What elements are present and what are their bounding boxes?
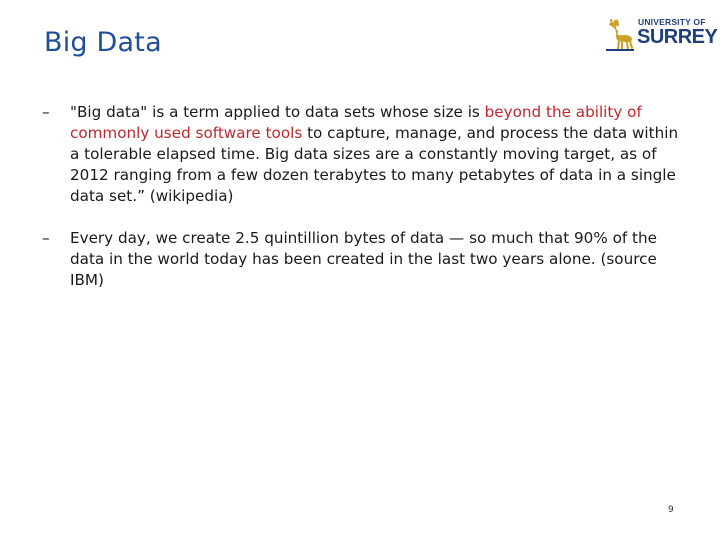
university-of-surrey-logo — [603, 14, 718, 54]
bullet-text-continued: to capture, manage, and process the data within a tolerable elapsed time. Big data sizes are a constantly moving target, as of 2012 ranging from a few dozen terabytes to many petabytes of data in a single data set.” (wikipedia) — [70, 124, 679, 205]
bullet-dash: – — [42, 103, 50, 121]
bullet-text: Every day, we create 2.5 quintillion bytes of data — so much that 90% of the data in the world today has been created in the last two years alone. (source IBM) — [70, 229, 657, 289]
bullet-item-ibm-fact — [42, 228, 682, 291]
bullet-dash: – — [42, 229, 50, 247]
bullet-text: "Big data" is a term applied to data sets whose size is — [70, 103, 485, 121]
logo-university-of: UNIVERSITY OF — [638, 17, 706, 27]
logo-surrey: SURREY — [637, 26, 718, 48]
bullet-list — [42, 102, 682, 312]
bullet-item-big-data-definition — [42, 102, 682, 207]
stag-icon — [603, 16, 635, 52]
page-number: 9 — [668, 505, 674, 515]
bullet-highlight: beyond the ability of commonly used software tools — [70, 103, 642, 142]
slide-title: Big Data — [44, 27, 162, 58]
